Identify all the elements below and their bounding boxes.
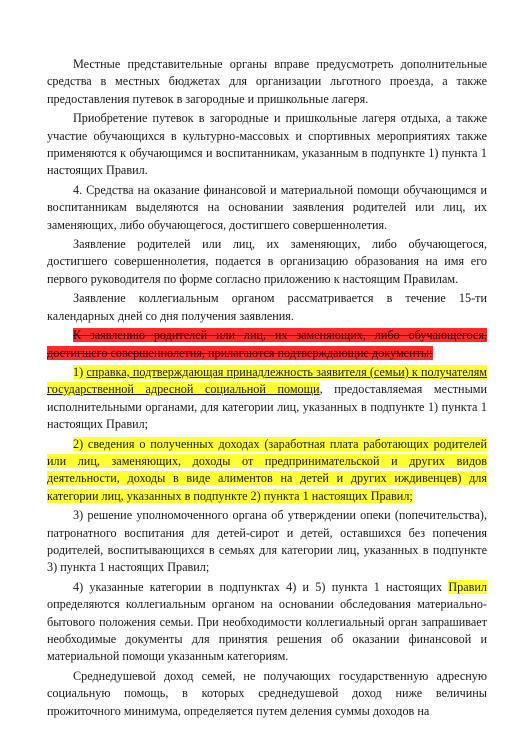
paragraph-local-budgets xyxy=(47,56,487,108)
red-highlighted-text: К заявлению родителей или лиц, их заменяющих, либо обучающегося, достигшего совершеннолетия, прилагаются подтверждающие документы: xyxy=(47,328,487,360)
paragraph-text: 4) указанные категории в подпунктах 4) и 5) пункта 1 настоящих xyxy=(73,579,449,594)
paragraph-item-4 xyxy=(47,182,487,234)
paragraph-camp-vouchers xyxy=(47,110,487,180)
paragraph-text: , предоставляемая местными исполнительными органами, для категории лиц, указанных в подпункте 1) пункта 1 настоящих Правил; xyxy=(47,382,488,432)
yellow-highlighted-text: Правил xyxy=(448,579,487,594)
paragraph-text: Среднедушевой доход семей, не получающих государственную адресную социальную помощь, в которых среднедушевой доход ниже величины прожиточного минимума, определяется путем деления суммы доходов на xyxy=(47,668,487,718)
paragraph-text: Заявление родителей или лиц, их заменяющих, либо обучающегося, достигшего совершеннолетия, подается в организацию образования на имя его первого руководителя по форме согласно приложению к настоящим Правилам. xyxy=(47,237,487,286)
paragraph-text: определяются коллегиальным органом на основании обследования материально-бытового положения семьи. При необходимости коллегиальный орган запрашивает необходимые документы для принятия решения об оказании финансовой и материальной помощи указанным категориям. xyxy=(47,597,487,664)
paragraph-subitem-2 xyxy=(47,436,487,506)
paragraph-review-period xyxy=(47,290,487,325)
paragraph-text: Приобретение путевок в загородные и пришкольные лагеря отдыха, а также участие обучающихся в культурно-массовых и спортивных мероприятиях также применяются к обучающимся и воспитанникам, указанным в подпункте 1) пункта 1 настоящих Правил. xyxy=(47,111,487,178)
paragraph-attachments xyxy=(47,327,487,362)
yellow-highlighted-text: 2) сведения о полученных доходах (заработная плата работающих родителей или лиц, заменяющих, доходы от предпринимательской и других видов деятельности, доходы в виде алиментов на детей и других иждивенцев) для категории лиц, указанных в подпункте 2) пункта 1 настоящих Правил; xyxy=(47,436,487,503)
paragraph-text: 3) решение уполномоченного органа об утверждении опеки (попечительства), патронатного воспитания для детей-сирот и детей, оставшихся без попечения родителей, воспитывающихся в семьях для категории лиц, указанных в подпункте 3) пункта 1 настоящих Правил; xyxy=(47,508,487,575)
paragraph-subitem-4 xyxy=(47,579,487,666)
paragraph-application-submission xyxy=(47,236,487,288)
paragraph-average-income xyxy=(47,668,487,720)
paragraph-subitem-3 xyxy=(47,507,487,577)
paragraph-subitem-1 xyxy=(47,364,487,434)
yellow-highlighted-text: 1) xyxy=(73,364,87,379)
paragraph-text: Заявление коллегиальным органом рассматривается в течение 15-ти календарных дней со дня получения заявления. xyxy=(47,291,487,323)
yellow-highlighted-text: справка, подтверждающая принадлежность заявителя (семьи) к получателям государственной адресной социальной помощи xyxy=(47,364,488,397)
paragraph-text: Местные представительные органы вправе предусмотреть дополнительные средства в местных бюджетах для организации льготного проезда, а также предоставления путевок в загородные и пришкольные лагеря. xyxy=(47,57,487,106)
paragraph-text: 4. Средства на оказание финансовой и материальной помощи обучающимся и воспитанникам выделяются на основании заявления родителей или лиц, их заменяющих, либо обучающегося, достигшего совершеннолетия. xyxy=(47,182,487,232)
